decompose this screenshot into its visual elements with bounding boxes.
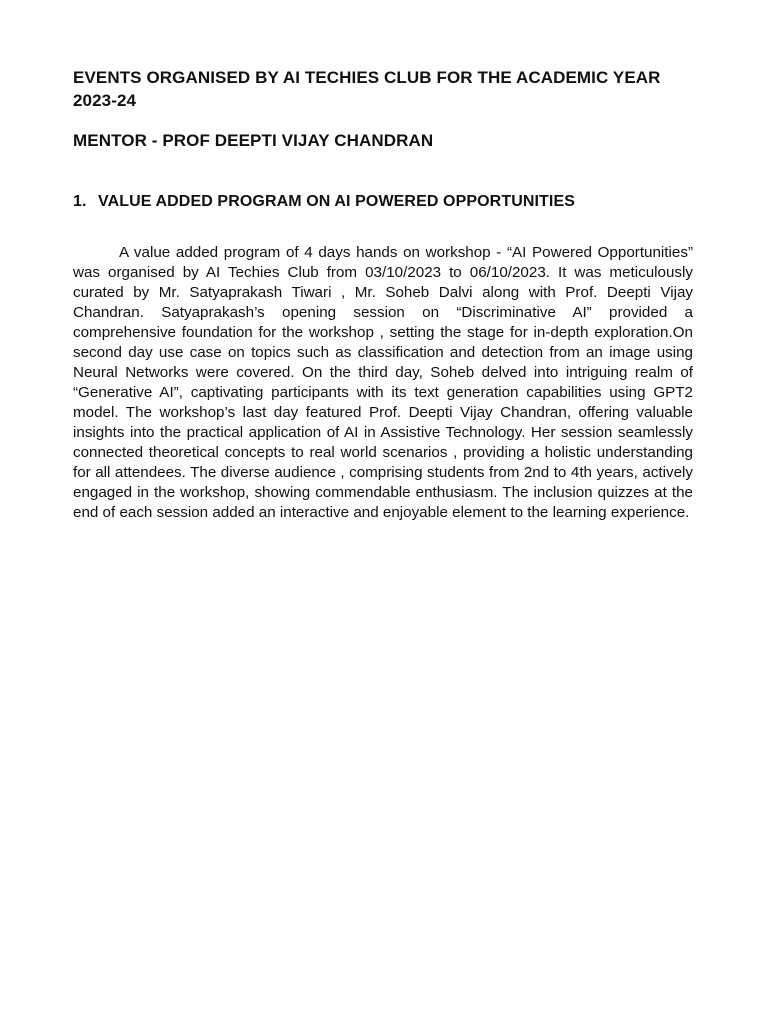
mentor-line: MENTOR - PROF DEEPTI VIJAY CHANDRAN xyxy=(73,131,434,150)
section-heading-text: VALUE ADDED PROGRAM ON AI POWERED OPPORTUNITIES xyxy=(98,193,576,210)
document-title: EVENTS ORGANISED BY AI TECHIES CLUB FOR THE ACADEMIC YEAR 2023-24 xyxy=(73,68,661,110)
section-number: 1. xyxy=(73,193,87,210)
section-1 xyxy=(73,191,693,523)
section-body-paragraph: A value added program of 4 days hands on workshop - “AI Powered Opportunities” was organised by AI Techies Club from 03/10/2023 to 06/10/2023. It was meticulously curated by Mr. Satyaprakash Tiwari , Mr. Soheb Dalvi along with Prof. Deepti Vijay Chandran. Satyaprakash’s opening session on “Discriminative AI” provided a comprehensive foundation for the workshop , setting the stage for in-depth exploration.On second day use case on topics such as classification and detection from an image using Neural Networks were covered. On the third day, Soheb delved into intriguing realm of “Generative AI”, captivating participants with its text generation capabilities using GPT2 model. The workshop’s last day featured Prof. Deepti Vijay Chandran, offering valuable insights into the practical application of AI in Assistive Technology. Her session seamlessly connected theoretical concepts to real world scenarios , providing a holistic understanding for all attendees. The diverse audience , comprising students from 2nd to 4th years, actively engaged in the workshop, showing commendable enthusiasm. The inclusion quizzes at the end of each session added an interactive and enjoyable element to the learning experience. xyxy=(73,244,693,521)
section-heading xyxy=(73,191,693,213)
document-page xyxy=(73,66,693,523)
